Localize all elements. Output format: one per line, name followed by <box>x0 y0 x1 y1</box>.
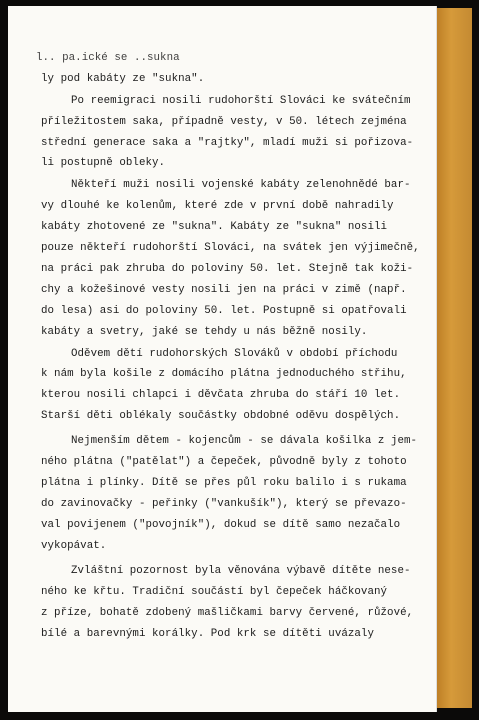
text-line: z příze, bohatě zdobený mašličkami barvy červené, růžové, <box>41 607 414 619</box>
text-line: li postupně obleky. <box>41 157 166 169</box>
text-line: ného ke křtu. Tradiční součástí byl čepeček háčkovaný <box>41 586 388 598</box>
text-line: Oděvem dětí rudohorských Slováků v období příchodu <box>71 348 398 360</box>
text-line: pouze někteří rudohorští Slováci, na svátek jen výjimečně, <box>41 242 420 254</box>
text-line: l.. pa.ické se ..sukna <box>36 52 180 64</box>
text-line: plátna i plínky. Dítě se přes půl roku balilo i s rukama <box>41 477 407 489</box>
text-line: val povijenem ("povojník"), dokud se dítě samo nezačalo <box>41 519 401 531</box>
text-line: Starší děti oblékaly součástky obdobné oděvu dospělých. <box>41 410 401 422</box>
text-line: kterou nosili chlapci i děvčata zhruba do stáří 10 let. <box>41 389 401 401</box>
book-edge <box>432 8 472 708</box>
text-line: k nám byla košile z domácího plátna jednoduchého střihu, <box>41 368 407 380</box>
text-line: ného plátna ("patělat") a čepeček, původně byly z tohoto <box>41 456 407 468</box>
text-line: na práci pak zhruba do poloviny 50. let. Stejně tak koži- <box>41 263 414 275</box>
text-line: vykopávat. <box>41 540 107 552</box>
text-line: Někteří muži nosili vojenské kabáty zelenohnědé bar- <box>71 179 411 191</box>
text-line: příležitostem saka, případně vesty, v 50. létech zejména <box>41 116 407 128</box>
text-line: do zavinovačky - peřinky ("vankušík"), který se převazo- <box>41 498 407 510</box>
document-page <box>8 6 436 712</box>
text-line: kabáty a svetry, jaké se tehdy u nás běžně nosily. <box>41 326 368 338</box>
text-line: střední generace saka a "rajtky", mladí muži si pořizova- <box>41 137 414 149</box>
text-line: bílé a barevnými korálky. Pod krk se dítěti uvázaly <box>41 628 374 640</box>
text-line: Nejmenším dětem - kojencům - se dávala košilka z jem- <box>71 435 418 447</box>
text-line: vy dlouhé ke kolenům, které zde v první době nahradily <box>41 200 394 212</box>
text-line: kabáty zhotovené ze "sukna". Kabáty ze "sukna" nosili <box>41 221 388 233</box>
text-line: Po reemigraci nosili rudohorští Slováci ke svátečním <box>71 95 411 107</box>
text-line: ly pod kabáty ze "sukna". <box>41 73 205 85</box>
text-line: do lesa) asi do poloviny 50. let. Postupně si opatřovali <box>41 305 407 317</box>
text-line: chy a kožešinové vesty nosili jen na práci v zimě (např. <box>41 284 407 296</box>
text-line: Zvláštní pozornost byla věnována výbavě dítěte nese- <box>71 565 411 577</box>
